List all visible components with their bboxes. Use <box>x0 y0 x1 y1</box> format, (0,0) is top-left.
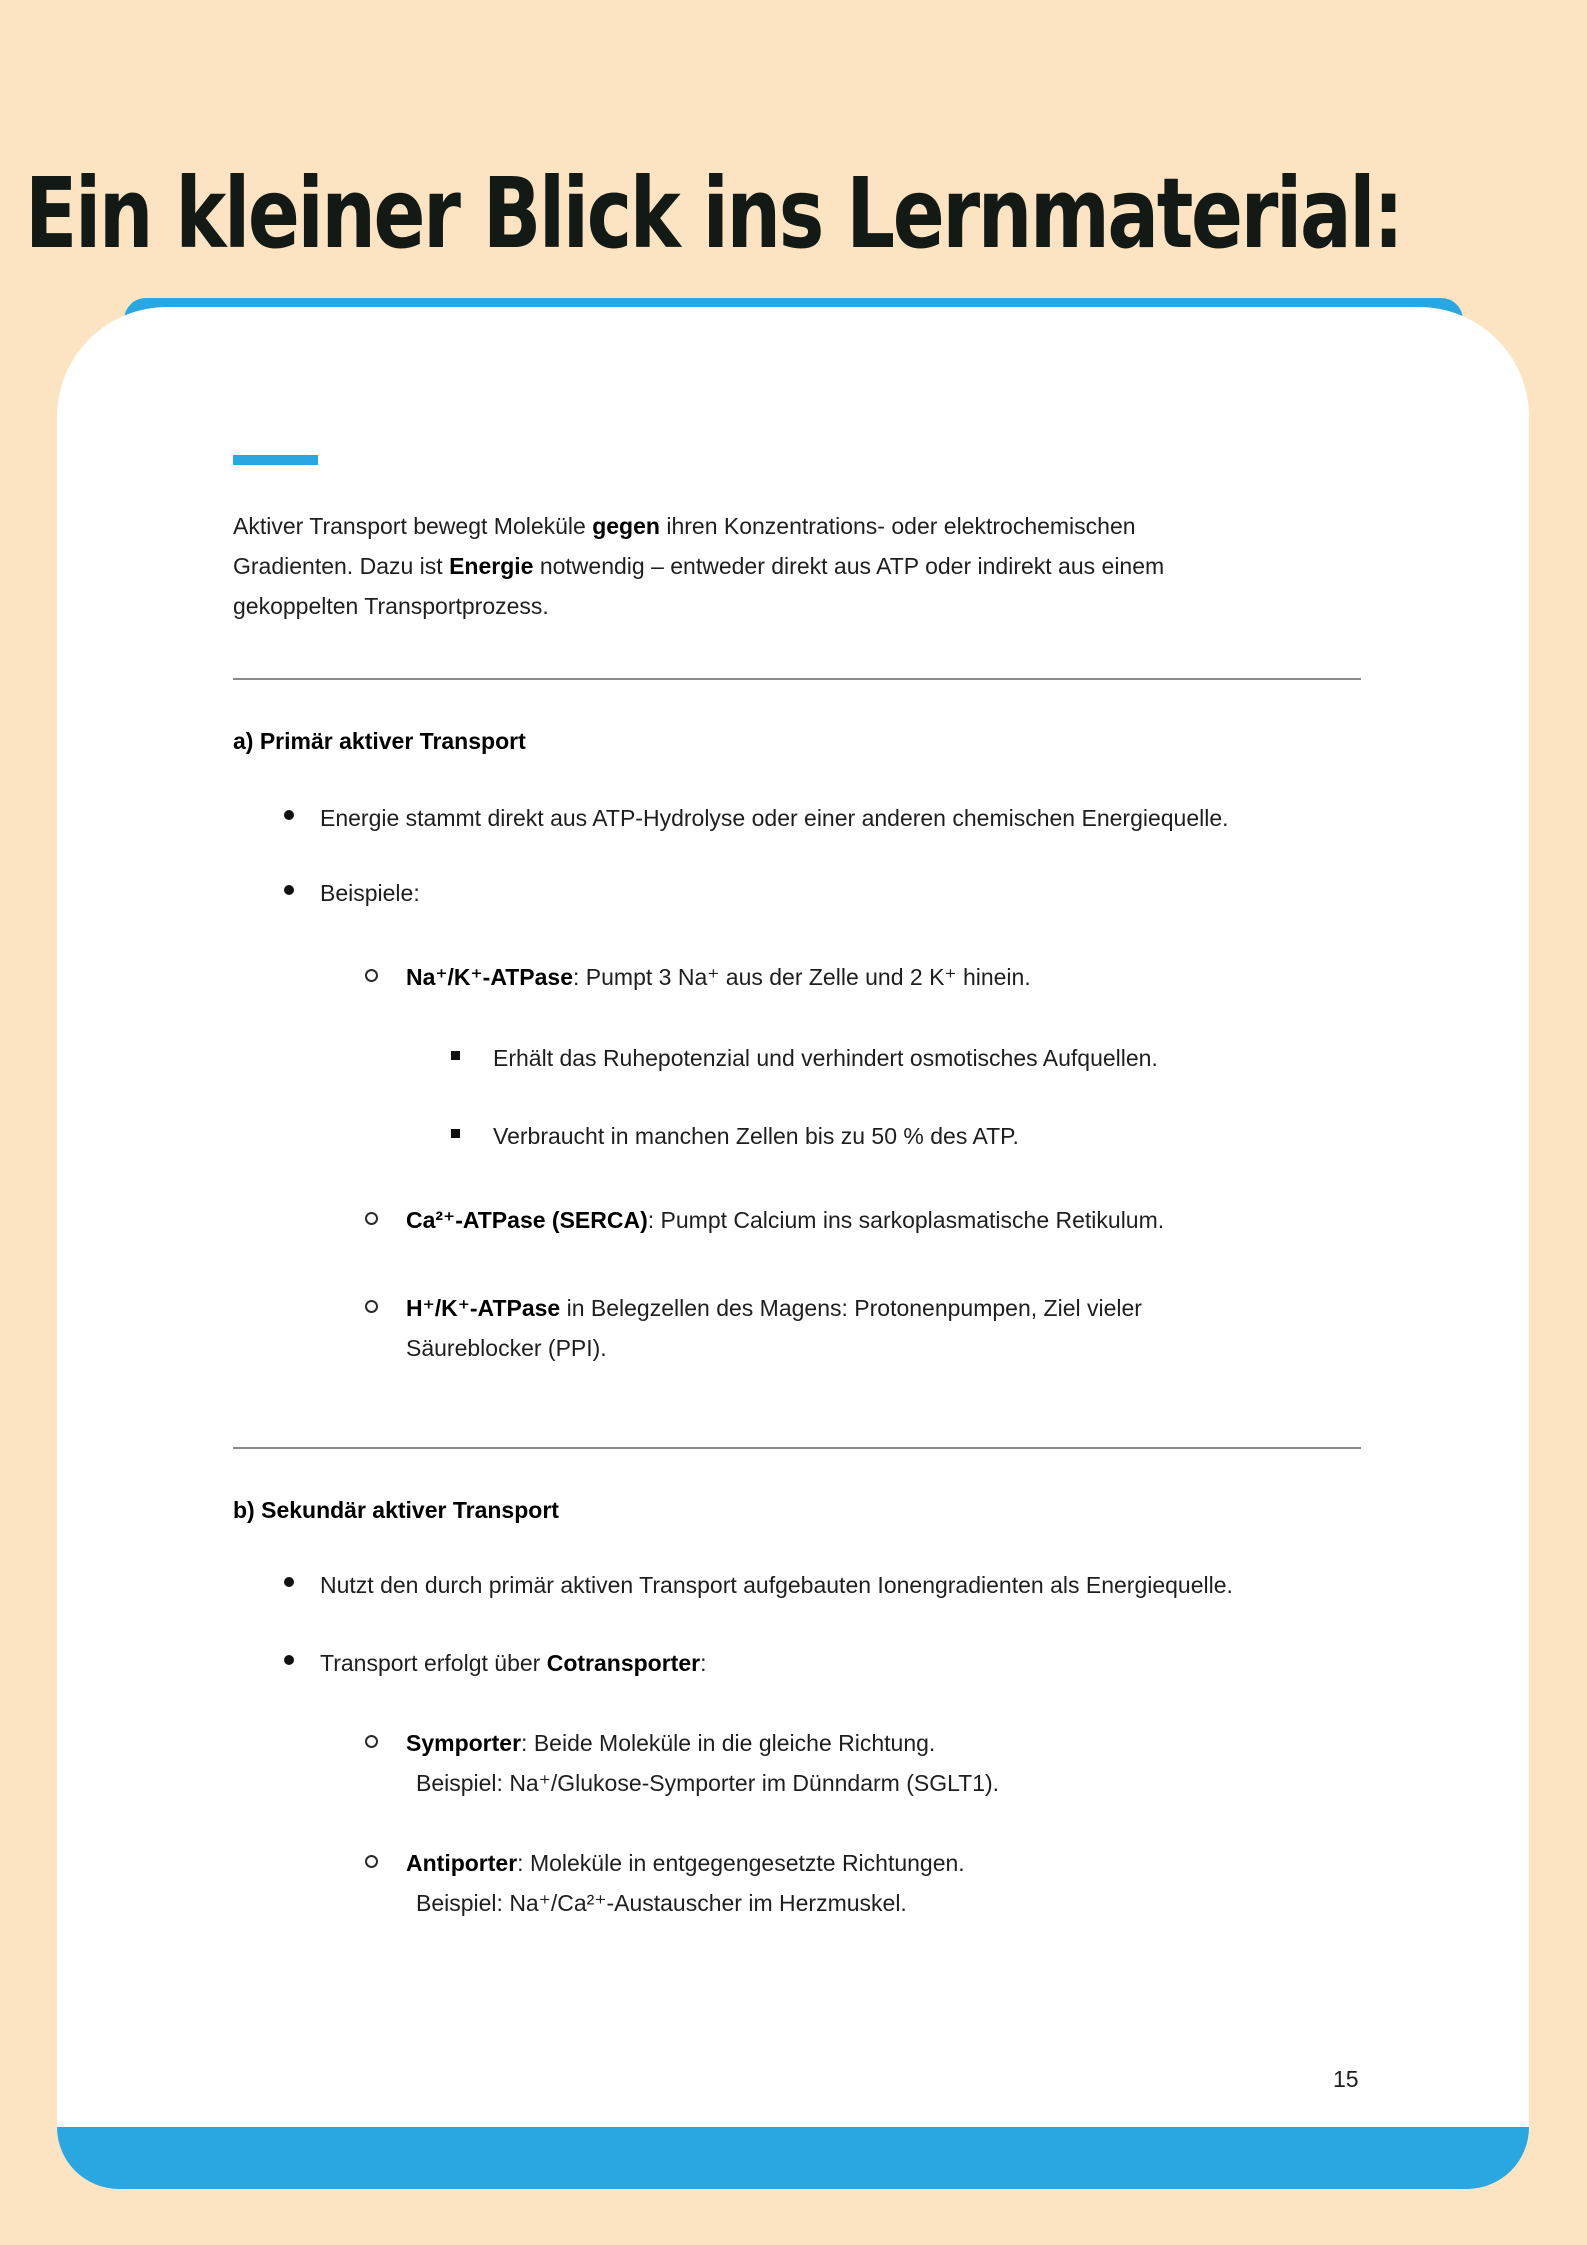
list-item-text: Verbraucht in manchen Zellen bis zu 50 % des ATP. <box>493 1123 1019 1149</box>
bullet-square-icon <box>451 1051 460 1060</box>
list-item-text: Ca²⁺-ATPase (SERCA): Pumpt Calcium ins sarkoplasmatische Retikulum. <box>406 1207 1165 1233</box>
bullet-square-icon <box>451 1129 460 1138</box>
section-b-heading: b) Sekundär aktiver Transport <box>233 1497 559 1523</box>
bullet-circle-icon <box>365 1855 378 1868</box>
bullet-dot-icon <box>284 1577 294 1587</box>
list-item-line-1: Symporter: Beide Moleküle in die gleiche Richtung. <box>406 1730 936 1756</box>
learning-material-card <box>57 298 1529 2189</box>
bullet-circle-icon <box>365 1300 378 1313</box>
list-item-line-2: Säureblocker (PPI). <box>406 1335 607 1361</box>
list-item-text <box>406 1288 1406 1368</box>
list-item-line-1: Antiporter: Moleküle in entgegengesetzte Richtungen. <box>406 1850 965 1876</box>
bullet-circle-icon <box>365 1212 378 1225</box>
list-item-text <box>406 1723 1406 1803</box>
list-item-text: Na⁺/K⁺-ATPase: Pumpt 3 Na⁺ aus der Zelle und 2 K⁺ hinein. <box>406 964 1031 990</box>
list-item-line-1: H⁺/K⁺-ATPase in Belegzellen des Magens: Protonenpumpen, Ziel vieler <box>406 1295 1142 1321</box>
intro-line-2: Gradienten. Dazu ist Energie notwendig – entweder direkt aus ATP oder indirekt aus einem <box>233 553 1165 579</box>
list-item-text: Erhält das Ruhepotenzial und verhindert osmotisches Aufquellen. <box>493 1045 1158 1071</box>
card-content <box>57 298 1529 2189</box>
section-a-heading: a) Primär aktiver Transport <box>233 728 526 754</box>
list-item-text <box>406 1843 1406 1923</box>
list-item-text: Energie stammt direkt aus ATP-Hydrolyse oder einer anderen chemischen Energiequelle. <box>320 805 1229 831</box>
list-item-text: Nutzt den durch primär aktiven Transport aufgebauten Ionengradienten als Energiequelle. <box>320 1572 1233 1598</box>
list-item-text: Transport erfolgt über Cotransporter: <box>320 1650 707 1676</box>
page-number: 15 <box>1333 2066 1359 2092</box>
bullet-circle-icon <box>365 969 378 982</box>
bullet-dot-icon <box>284 885 294 895</box>
section-divider <box>233 678 1361 680</box>
blue-accent-dash <box>233 455 318 465</box>
intro-line-1: Aktiver Transport bewegt Moleküle gegen ihren Konzentrations- oder elektrochemischen <box>233 513 1136 539</box>
list-item-line-2: Beispiel: Na⁺/Ca²⁺-Austauscher im Herzmuskel. <box>416 1890 907 1916</box>
bullet-circle-icon <box>365 1735 378 1748</box>
intro-line-3: gekoppelten Transportprozess. <box>233 593 549 619</box>
list-item-text: Beispiele: <box>320 880 420 906</box>
section-divider <box>233 1447 1361 1449</box>
page-title: Ein kleiner Blick ins Lernmaterial: <box>25 156 1402 270</box>
intro-paragraph <box>233 506 1393 626</box>
bullet-dot-icon <box>284 810 294 820</box>
bullet-dot-icon <box>284 1655 294 1665</box>
list-item-line-2: Beispiel: Na⁺/Glukose-Symporter im Dünndarm (SGLT1). <box>416 1770 1000 1796</box>
